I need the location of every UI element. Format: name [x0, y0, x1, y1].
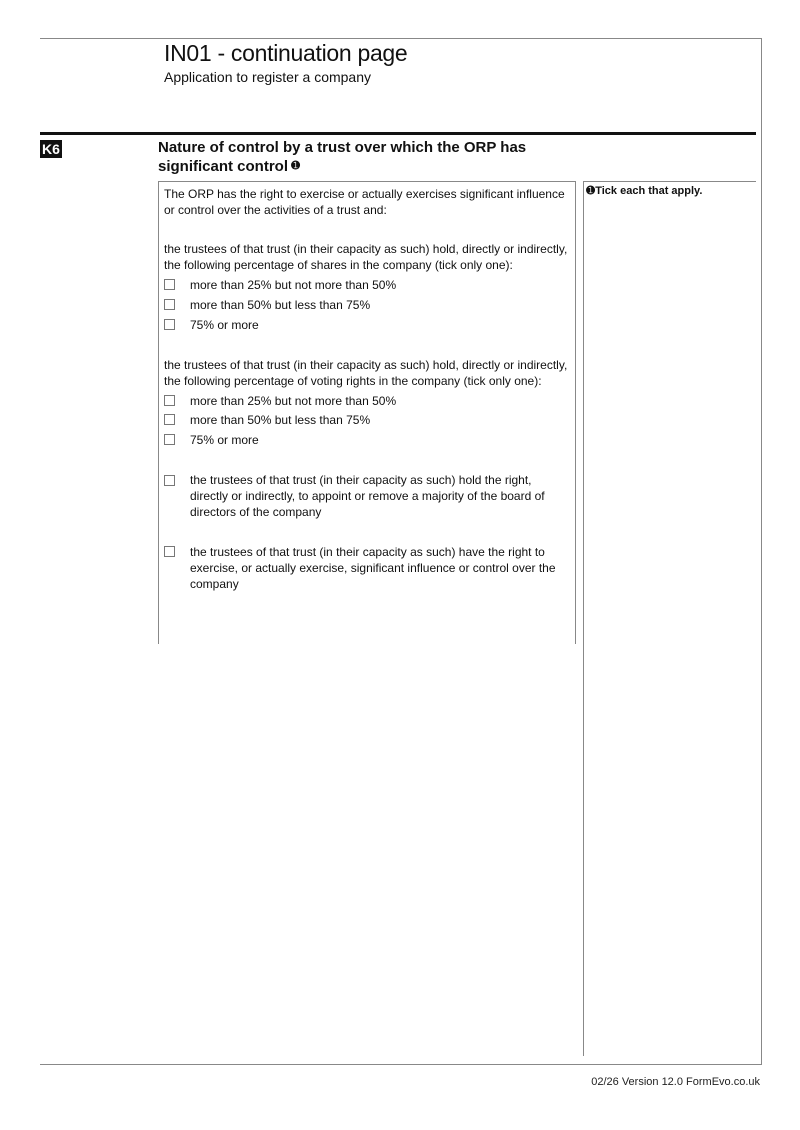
bottom-rule: [40, 1064, 762, 1065]
note-marker-icon: ➊: [291, 160, 301, 172]
page-title: IN01 - continuation page: [164, 40, 408, 66]
panel-top-border: [158, 181, 575, 182]
intro-text: The ORP has the right to exercise or actually exercises significant influence or control over the activities of a trust and:: [164, 187, 565, 217]
voting-option-1-label: more than 25% but not more than 50%: [190, 394, 397, 408]
appoint-option-label: the trustees of that trust (in their capacity as such) hold the right, directly or indirectly, to appoint or remove a majority of the board of directors of the company: [190, 473, 545, 519]
footer-version: 02/26 Version 12.0 FormEvo.co.uk: [591, 1076, 760, 1088]
shares-option-3-label: 75% or more: [190, 318, 259, 332]
section-badge: K6: [40, 140, 62, 158]
side-panel-left-border: [583, 181, 584, 1056]
panel-left-border: [158, 181, 159, 644]
shares-option-2-checkbox[interactable]: [164, 299, 175, 310]
shares-option-2-label: more than 50% but less than 75%: [190, 298, 371, 312]
appoint-option-checkbox[interactable]: [164, 475, 175, 486]
page-subtitle: Application to register a company: [164, 69, 371, 85]
voting-option-3-checkbox[interactable]: [164, 434, 175, 445]
voting-option-2-checkbox[interactable]: [164, 414, 175, 425]
voting-option-1-checkbox[interactable]: [164, 395, 175, 406]
side-panel-top-border: [583, 181, 756, 182]
voting-option-2-label: more than 50% but less than 75%: [190, 413, 371, 427]
shares-option-1-checkbox[interactable]: [164, 279, 175, 290]
top-rule: [40, 38, 762, 39]
voting-question: the trustees of that trust (in their capacity as such) hold, directly or indirectly, the following percentage of voting rights in the company (tick only one):: [164, 358, 568, 388]
section-title: [158, 139, 558, 176]
section-title-text: Nature of control by a trust over which the ORP has significant control: [158, 139, 527, 175]
side-note: [586, 184, 702, 197]
shares-question: the trustees of that trust (in their capacity as such) hold, directly or indirectly, the following percentage of shares in the company (tick only one):: [164, 242, 568, 272]
voting-option-3-label: 75% or more: [190, 433, 259, 447]
panel-right-border: [575, 181, 576, 644]
influence-option-label: the trustees of that trust (in their capacity as such) have the right to exercise, or actually exercise, significant influence or control over the company: [190, 545, 556, 591]
shares-option-1-label: more than 25% but not more than 50%: [190, 278, 397, 292]
section-rule: [40, 132, 756, 135]
side-note-marker-icon: ➊: [586, 185, 596, 197]
influence-option-checkbox[interactable]: [164, 546, 175, 557]
right-border: [761, 38, 762, 1064]
side-note-text: Tick each that apply.: [595, 185, 703, 197]
shares-option-3-checkbox[interactable]: [164, 319, 175, 330]
